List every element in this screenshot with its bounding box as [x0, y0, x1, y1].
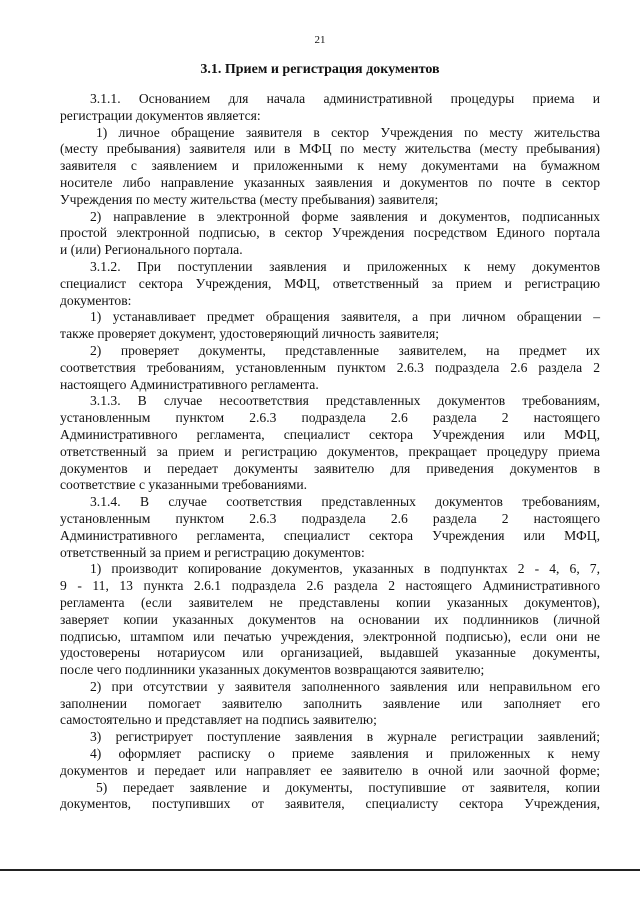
text-line: регистрации документов является: [60, 107, 261, 123]
text-line: (месту пребывания) заявителя или в МФЦ по месту жительства (месту пребывания) [60, 141, 600, 157]
text-line: установленным пунктом 2.6.3 подраздела 2.6 раздела 2 настоящего [60, 410, 600, 426]
text-line: документов, поступивших от заявителя, специалисту сектора Учреждения, [60, 796, 600, 812]
text-line: самостоятельно и представляет на подпись заявителю; [60, 712, 377, 728]
text-line: установленным пунктом 2.6.3 подраздела 2.6 раздела 2 настоящего [60, 510, 600, 526]
text-line: документов и передает или направляет ее заявителю в очной или заочной форме; [60, 762, 600, 778]
text-line: носителе либо направление указанных заявления и документов по почте в сектор [60, 174, 600, 190]
text-line: 3.1.1. Основанием для начала административной процедуры приема и [90, 91, 600, 106]
text-line: после чего подлинники указанных документов возвращаются заявителю; [60, 662, 485, 678]
text-line: специалист сектора Учреждения, МФЦ, ответственный за прием и регистрацию [60, 275, 600, 291]
text-line: настоящего Административного регламента. [60, 376, 319, 392]
text-line: 5) передает заявление и документы, поступившие от заявителя, копии [96, 779, 600, 795]
text-line: заверяет копии указанных документов на основании их подлинников (личной [60, 611, 600, 627]
footer-rule [0, 869, 640, 871]
text-line: 4) оформляет расписку о приеме заявления и приложенных к нему [90, 746, 600, 762]
text-line: Учреждения по месту жительства (месту пребывания) заявителя; [60, 191, 439, 207]
text-line: 3.1.4. В случае соответствия представленных документов требованиям, [90, 494, 600, 510]
text-line: и (или) Регионального портала. [60, 242, 243, 258]
text-line: 3) регистрирует поступление заявления в журнале регистрации заявлений; [90, 729, 600, 745]
text-line: 1) устанавливает предмет обращения заявителя, а при личном обращении – [90, 309, 600, 325]
text-line: также проверяет документ, удостоверяющий личность заявителя; [60, 326, 440, 342]
text-line: документов и передает документы заявителю для приведения документов в [60, 460, 600, 476]
text-line: соответствия требованиям, установленным пунктом 2.6.3 подраздела 2.6 раздела 2 [60, 359, 600, 375]
text-line: 1) производит копирование документов, указанных в подпунктах 2 - 4, 6, 7, [90, 561, 600, 577]
text-line: удостоверены нотариусом или организацией, выдавшей указанные документы, [60, 645, 600, 661]
text-line: документов: [60, 292, 132, 308]
body-text [60, 91, 600, 813]
text-line: 2) направление в электронной форме заявления и документов, подписанных [90, 208, 600, 224]
text-line: заявителя с заявлением и приложенными к нему документами на бумажном [60, 158, 600, 174]
text-line: заполнении помогает заявителю заполнить заявление или заполняет его [60, 695, 600, 711]
page-number: 21 [314, 34, 326, 46]
text-line: простой электронной подписью, в сектор Учреждения посредством Единого портала [60, 225, 600, 241]
text-line: соответствие с указанными требованиями. [60, 477, 307, 493]
text-line: 2) проверяет документы, представленные заявителем, на предмет их [90, 342, 600, 358]
text-line: 2) при отсутствии у заявителя заполненного заявления или неправильном его [90, 678, 600, 694]
text-line: ответственный за прием и регистрацию документов: [60, 544, 365, 560]
section-heading: 3.1. Прием и регистрация документов [200, 62, 440, 77]
text-line: Административного регламента, специалист сектора Учреждения или МФЦ, [60, 527, 600, 543]
text-line: 1) личное обращение заявителя в сектор Учреждения по месту жительства [96, 124, 600, 140]
text-line: 3.1.3. В случае несоответствия представленных документов требованиям, [90, 393, 600, 409]
text-line: 3.1.2. При поступлении заявления и приложенных к нему документов [90, 258, 600, 274]
text-line: 9 - 11, 13 пункта 2.6.1 подраздела 2.6 раздела 2 настоящего Административного [60, 578, 600, 594]
text-line: подписью, штампом или печатью учреждения, электронной подписью), если они не [60, 628, 600, 644]
text-line: Административного регламента, специалист сектора Учреждения или МФЦ, [60, 426, 600, 442]
text-line: регламента (если заявителем не представлены копии указанных документов), [60, 594, 600, 610]
text-line: ответственный за прием и регистрацию документов, прекращает процедуру приема [60, 443, 600, 459]
